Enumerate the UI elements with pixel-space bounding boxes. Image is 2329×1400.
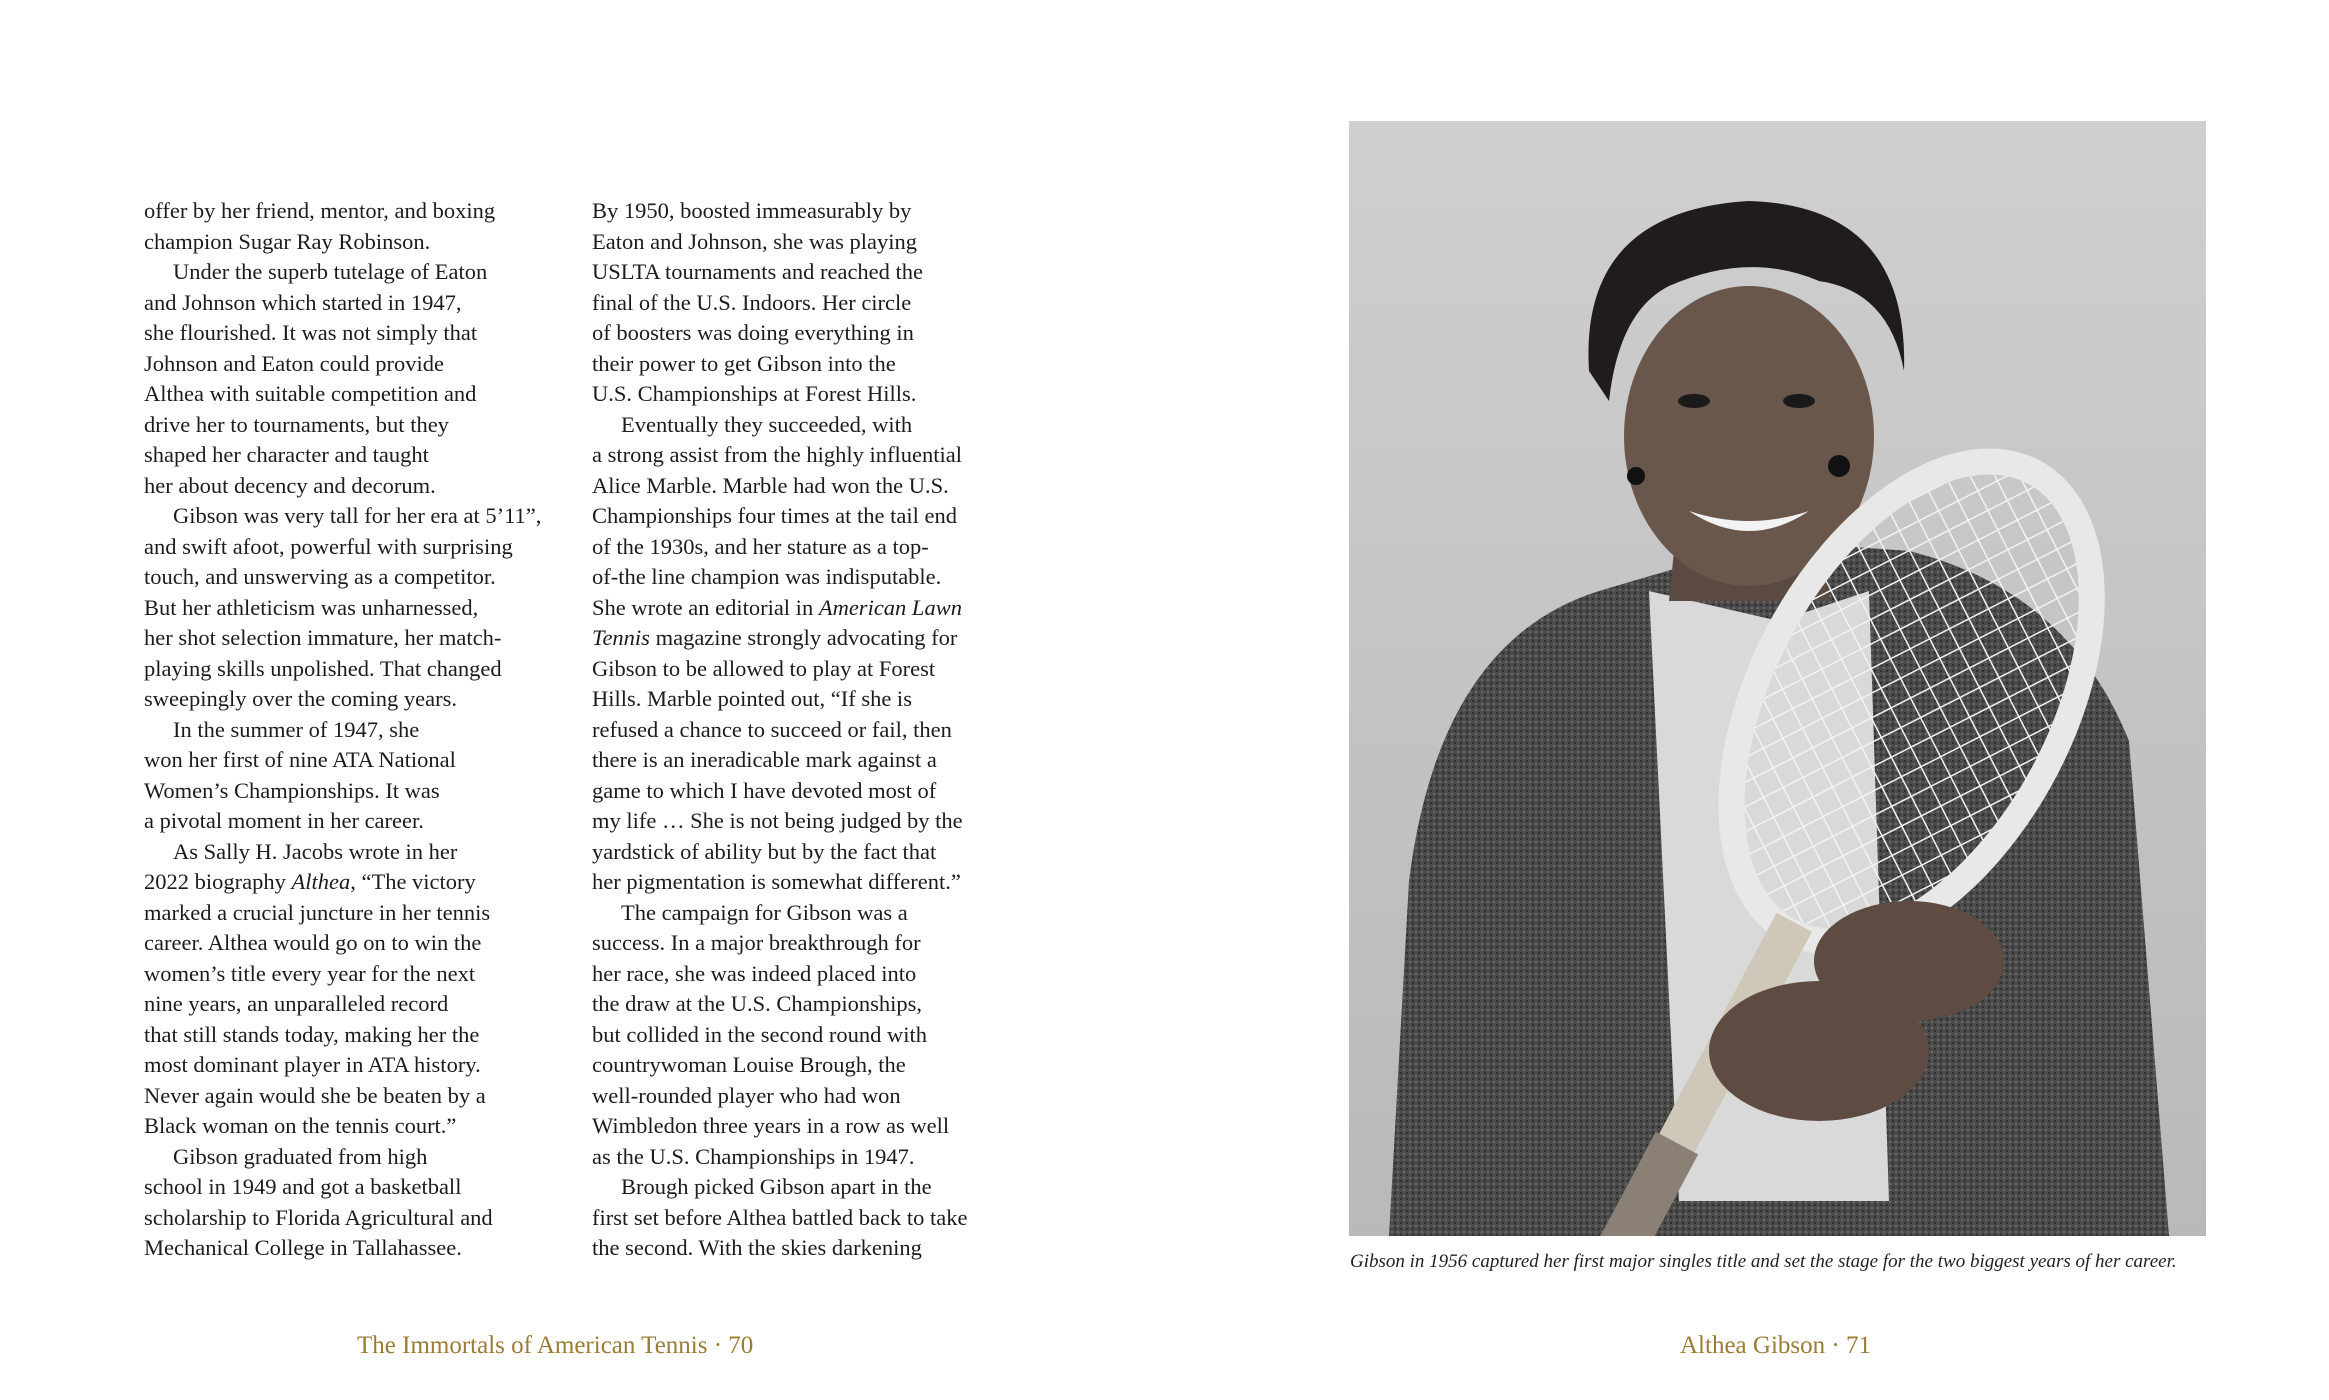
text-line: She wrote an editorial in American Lawn: [592, 594, 962, 620]
text-line: her about decency and decorum.: [144, 472, 436, 498]
text-line: The campaign for Gibson was a: [621, 899, 908, 925]
text-line: Never again would she be beaten by a: [144, 1082, 486, 1108]
text-line: marked a crucial juncture in her tennis: [144, 899, 491, 925]
text-line: there is an ineradicable mark against a: [592, 747, 937, 772]
text-line: U.S. Championships at Forest Hills.: [592, 381, 917, 406]
text-line: Althea with suitable competition and: [144, 381, 477, 406]
text-line: won her first of nine ATA National: [144, 747, 456, 772]
text-line: Hills. Marble pointed out, “If she is: [592, 686, 912, 711]
text-line: a strong assist from the highly influential: [592, 442, 962, 467]
text-line: and Johnson which started in 1947,: [144, 289, 462, 315]
text-line: Johnson and Eaton could provide: [144, 350, 444, 376]
text-line: of the 1930s, and her stature as a top-: [592, 533, 929, 559]
photo-althea-gibson: [1349, 121, 2206, 1236]
text-line: her shot selection immature, her match-: [144, 625, 502, 650]
text-line: most dominant player in ATA history.: [144, 1052, 481, 1077]
text-line: USLTA tournaments and reached the: [592, 259, 924, 284]
italic-title: American Lawn: [818, 594, 962, 620]
text-line: By 1950, boosted immeasurably by: [592, 198, 912, 223]
text-line: final of the U.S. Indoors. Her circle: [592, 289, 912, 315]
text-line: As Sally H. Jacobs wrote in her: [173, 838, 458, 864]
text-line: that still stands today, making her the: [144, 1021, 480, 1047]
text-line: women’s title every year for the next: [144, 960, 476, 986]
text-line: the second. With the skies darkening: [592, 1235, 922, 1260]
text-line: Alice Marble. Marble had won the U.S.: [592, 472, 949, 498]
page-footer-right: Althea Gibson · 71: [1680, 1332, 1871, 1359]
text-line: Championships four times at the tail end: [592, 503, 957, 528]
text-line: Eaton and Johnson, she was playing: [592, 228, 917, 254]
text-line: Black woman on the tennis court.”: [144, 1113, 457, 1138]
text-line: Wimbledon three years in a row as well: [592, 1113, 950, 1138]
text-line: In the summer of 1947, she: [173, 716, 420, 742]
text-line: first set before Althea battled back to take: [592, 1204, 968, 1230]
text-line: career. Althea would go on to win the: [144, 930, 482, 955]
text-line: champion Sugar Ray Robinson.: [144, 228, 431, 254]
text-line: yardstick of ability but by the fact that: [592, 838, 937, 864]
text-line: success. In a major breakthrough for: [592, 930, 921, 955]
text-line: and swift afoot, powerful with surprising: [144, 533, 513, 559]
text-line: Gibson to be allowed to play at Forest: [592, 655, 936, 681]
text-column-left: [144, 196, 574, 1264]
text-line: a pivotal moment in her career.: [144, 808, 424, 833]
text-line: their power to get Gibson into the: [592, 350, 896, 376]
text-line: Gibson graduated from high: [173, 1143, 428, 1169]
text-line: of-the line champion was indisputable.: [592, 564, 942, 589]
italic-title: Althea: [291, 869, 351, 894]
photo-caption: Gibson in 1956 captured her first major singles title and set the stage for the two biggest years of her career.: [1350, 1251, 2177, 1272]
text-line: school in 1949 and got a basketball: [144, 1174, 462, 1199]
text-column-right: [592, 196, 1022, 1264]
italic-title: Tennis: [592, 625, 650, 650]
text-line: game to which I have devoted most of: [592, 777, 937, 803]
text-line: Gibson was very tall for her era at 5’11”,: [173, 503, 542, 528]
text-line: shaped her character and taught: [144, 442, 429, 467]
text-line: playing skills unpolished. That changed: [144, 655, 502, 681]
text-line: refused a chance to succeed or fail, then: [592, 716, 952, 742]
text-line: Brough picked Gibson apart in the: [621, 1174, 932, 1199]
text-line: offer by her friend, mentor, and boxing: [144, 198, 496, 223]
text-line: but collided in the second round with: [592, 1021, 927, 1047]
text-line: nine years, an unparalleled record: [144, 991, 449, 1016]
text-line: the draw at the U.S. Championships,: [592, 991, 922, 1016]
text-line: But her athleticism was unharnessed,: [144, 594, 479, 620]
page-footer-left: The Immortals of American Tennis · 70: [357, 1332, 754, 1359]
text-line: my life … She is not being judged by the: [592, 808, 963, 833]
text-line: of boosters was doing everything in: [592, 320, 914, 345]
text-line: Women’s Championships. It was: [144, 777, 440, 803]
text-line: well-rounded player who had won: [592, 1082, 901, 1108]
text-line: Tennis magazine strongly advocating for: [592, 625, 958, 650]
text-line: countrywoman Louise Brough, the: [592, 1052, 906, 1077]
text-line: sweepingly over the coming years.: [144, 686, 458, 711]
text-line: 2022 biography Althea, “The victory: [144, 869, 476, 894]
text-line: Mechanical College in Tallahassee.: [144, 1235, 462, 1260]
text-line: Eventually they succeeded, with: [621, 411, 913, 437]
text-line: drive her to tournaments, but they: [144, 411, 449, 437]
text-line: her race, she was indeed placed into: [592, 960, 917, 986]
text-line: touch, and unswerving as a competitor.: [144, 564, 496, 589]
text-line: Under the superb tutelage of Eaton: [173, 259, 488, 284]
text-line: her pigmentation is somewhat different.”: [592, 869, 961, 894]
text-line: scholarship to Florida Agricultural and: [144, 1204, 493, 1230]
text-line: she flourished. It was not simply that: [144, 320, 478, 345]
text-line: as the U.S. Championships in 1947.: [592, 1143, 915, 1169]
